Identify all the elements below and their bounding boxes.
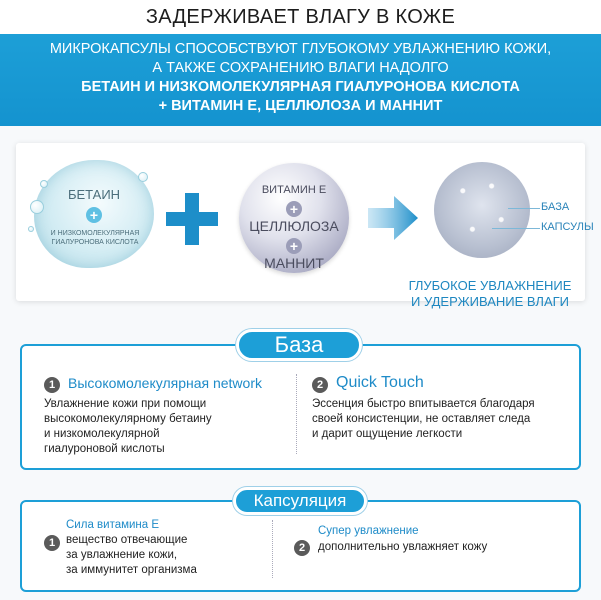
banner-line-2: А ТАКЖЕ СОХРАНЕНИЮ ВЛАГИ НАДОЛГО	[152, 60, 449, 76]
text-line: Эссенция быстро впитывается благодаря	[312, 398, 535, 410]
base-item-1-text	[44, 397, 212, 457]
banner-line-3: БЕТАИН И НИЗКОМОЛЕКУЛЯРНАЯ ГИАЛУРОНОВА КИСЛОТА	[81, 79, 520, 95]
sphere-label-cellulose: ЦЕЛЛЮЛОЗА	[249, 218, 339, 234]
base-item-2-text	[312, 397, 535, 442]
page-title: ЗАДЕРЖИВАЕТ ВЛАГУ В КОЖЕ	[0, 0, 601, 34]
arrow-right-icon	[368, 196, 418, 240]
text-line: Увлажнение кожи при помощи	[44, 398, 207, 410]
dish-label-base: БАЗА	[541, 201, 570, 213]
text-line: и дарит ощущение легкости	[312, 428, 463, 440]
text-line: дополнительно увлажняет кожу	[318, 541, 488, 553]
banner-line-4: + ВИТАМИН Е, ЦЕЛЛЮЛОЗА И МАННИТ	[158, 98, 443, 114]
result-line-2: И УДЕРЖИВАНИЕ ВЛАГИ	[410, 294, 569, 309]
base-item-2-title: Quick Touch	[336, 374, 424, 391]
bubble-icon	[30, 200, 44, 214]
blob-label-hyaluronic	[40, 229, 150, 247]
text-line: гиалуроновой кислоты	[44, 443, 165, 455]
caps-item-2-title: Супер увлажнение	[318, 525, 419, 537]
microcapsule-dish-icon	[434, 162, 530, 258]
blob-label-line-2: ГИАЛУРОНОВА КИСЛОТА	[51, 239, 139, 246]
leader-line	[508, 208, 540, 209]
number-badge-1: 1	[44, 377, 60, 393]
number-badge-2: 2	[294, 540, 310, 556]
result-line-1: ГЛУБОКОЕ УВЛАЖНЕНИЕ	[408, 278, 572, 293]
column-divider	[296, 374, 297, 454]
caps-item-2-text	[318, 540, 487, 555]
blob-label-line-1: И НИЗКОМОЛЕКУЛЯРНАЯ	[50, 230, 140, 237]
text-line: за увлажнение кожи,	[66, 549, 178, 561]
sphere-label-vitamin-e: ВИТАМИН Е	[261, 184, 327, 196]
base-section-pill: База	[236, 329, 362, 361]
plus-circle-icon: +	[86, 207, 102, 223]
text-line: за иммунитет организма	[66, 564, 197, 576]
number-badge-1: 1	[44, 535, 60, 551]
caps-item-1-title: Сила витамина Е	[66, 519, 160, 531]
plus-circle-icon: +	[286, 238, 302, 254]
header-banner	[0, 34, 601, 126]
column-divider	[272, 520, 273, 578]
banner-line-1: МИКРОКАПСУЛЫ СПОСОБСТВУЮТ ГЛУБОКОМУ УВЛАЖНЕНИЮ КОЖИ,	[49, 41, 552, 57]
dish-label-capsules: КАПСУЛЫ	[541, 221, 594, 233]
caps-item-1-text	[66, 533, 197, 578]
blob-label-betaine: БЕТАИН	[67, 187, 121, 202]
plus-circle-icon: +	[286, 201, 302, 217]
base-item-1-title: Высокомолекулярная network	[68, 375, 262, 391]
sphere-label-mannitol: МАННИТ	[264, 255, 324, 271]
bubble-icon	[138, 172, 148, 182]
plus-icon	[166, 193, 218, 245]
text-line: высокомолекулярному бетаину	[44, 413, 212, 425]
text-line: своей консистенции, не оставляет следа	[312, 413, 531, 425]
number-badge-2: 2	[312, 377, 328, 393]
text-line: вещество отвечающие	[66, 534, 188, 546]
bubble-icon	[28, 226, 34, 232]
text-line: и низкомолекулярной	[44, 428, 160, 440]
capsulation-section-pill: Капсуляция	[233, 487, 367, 515]
result-caption	[400, 278, 580, 310]
leader-line	[492, 228, 540, 229]
